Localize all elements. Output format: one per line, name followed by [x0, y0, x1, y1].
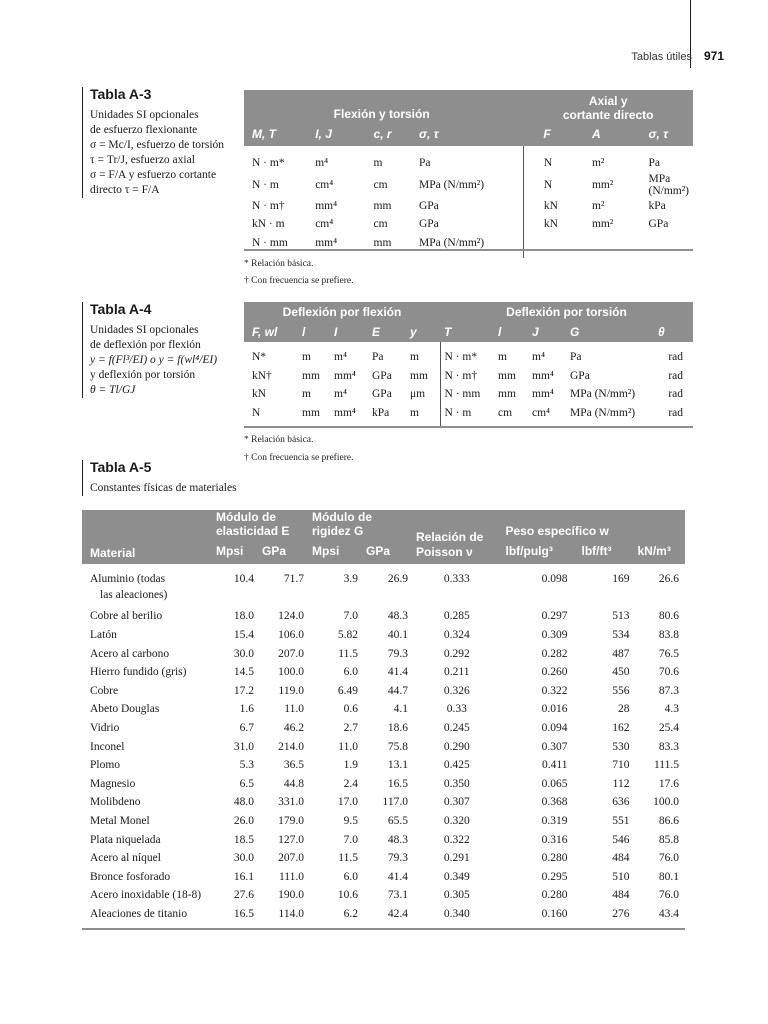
- table-cell: 0.307: [443, 796, 470, 809]
- a5-col-lbf-ft: lbf/ft³: [578, 538, 634, 564]
- table-cell: 11.0: [284, 703, 304, 716]
- table-row: [82, 830, 685, 849]
- table-cell: 48.3: [387, 833, 408, 846]
- table-cell: 46.2: [283, 722, 304, 735]
- table-row: [82, 737, 685, 756]
- table-a3: [244, 90, 693, 258]
- table-cell: 0.280: [541, 889, 568, 902]
- table-a4: [244, 302, 693, 428]
- table-row: [82, 682, 685, 701]
- a5-col-material: Material: [82, 510, 212, 564]
- material-name: Vidrio: [90, 722, 120, 735]
- table-cell: 26.0: [233, 815, 254, 828]
- table-cell: 17.6: [658, 777, 679, 790]
- table-cell: 16.5: [233, 907, 254, 920]
- table-row: [82, 775, 685, 794]
- material-name: Acero al carbono: [90, 647, 170, 660]
- table-cell: 0.333: [443, 573, 470, 586]
- table-cell: 112: [612, 777, 630, 790]
- table-cell: 0.309: [541, 629, 568, 642]
- table-cell: 484: [612, 889, 630, 902]
- table-a5-caption: [82, 460, 237, 496]
- a4-desc-3: y deflexión por torsión: [90, 369, 196, 381]
- table-cell: 80.6: [658, 610, 679, 623]
- material-name: Inconel: [90, 740, 125, 753]
- page-number: 971: [703, 49, 724, 63]
- table-cell: 9.5: [343, 815, 358, 828]
- table-cell: 30.0: [233, 647, 254, 660]
- table-cell: 0.6: [343, 703, 358, 716]
- table-a3-title: Tabla A-3: [90, 86, 152, 102]
- table-cell: 0.280: [541, 852, 568, 865]
- a5-body: [82, 570, 685, 923]
- table-row: N · m† mm⁴ mm GPa kN m² kPa: [244, 197, 693, 216]
- table-cell: 119.0: [278, 684, 304, 697]
- a3-col-sigma1: σ, τ: [415, 122, 523, 146]
- table-row: kN† mm mm⁴ GPa mm N · m† mm mm⁴ GPa rad: [244, 367, 693, 386]
- table-row: [82, 570, 685, 589]
- table-row: kN · m cm⁴ cm GPa kN mm² GPa: [244, 215, 693, 234]
- table-cell: 76.0: [658, 889, 679, 902]
- table-cell: 10.4: [233, 573, 254, 586]
- table-cell: 0.350: [443, 777, 470, 790]
- a3-col-cr: c, r: [370, 122, 415, 146]
- table-cell: 4.3: [664, 703, 679, 716]
- a5-group-poisson-1: Relación de: [416, 530, 484, 544]
- table-cell: 16.1: [233, 870, 254, 883]
- table-cell: 18.6: [387, 722, 408, 735]
- table-row: N mm mm⁴ kPa m N · m cm cm⁴ MPa (N/mm²) rad: [244, 404, 693, 423]
- table-cell: 636: [612, 796, 630, 809]
- table-cell: 83.8: [658, 629, 679, 642]
- table-row: [82, 626, 685, 645]
- a3-col-f: F: [523, 122, 588, 146]
- material-name: Abeto Douglas: [90, 703, 160, 716]
- a3-group-flexion: Flexión y torsión: [244, 90, 523, 122]
- running-head: [631, 49, 724, 63]
- table-cell: 2.7: [343, 722, 358, 735]
- table-cell: 6.2: [343, 907, 358, 920]
- table-cell: 0.291: [443, 852, 470, 865]
- table-cell: 0.098: [541, 573, 568, 586]
- a4-col-theta: θ: [654, 322, 693, 342]
- a5-bottom-rule: [82, 928, 685, 930]
- table-cell: 127.0: [278, 833, 304, 846]
- table-cell: 162: [612, 722, 630, 735]
- table-cell: 207.0: [278, 852, 304, 865]
- a5-group-e-2: elasticidad E: [216, 524, 290, 538]
- table-cell: 0.340: [443, 907, 470, 920]
- table-row: N · mm mm⁴ mm MPa (N/mm²): [244, 234, 693, 253]
- material-name: Metal Monel: [90, 815, 150, 828]
- a5-group-g-1: Módulo de: [312, 510, 372, 524]
- table-cell: 100.0: [653, 796, 679, 809]
- a4-col-e: E: [368, 322, 406, 342]
- table-row-continuation: [82, 589, 685, 608]
- table-cell: 0.260: [541, 666, 568, 679]
- table-cell: 0.411: [542, 759, 568, 772]
- table-cell: 13.1: [387, 759, 408, 772]
- table-cell: 450: [612, 666, 630, 679]
- table-row: [82, 719, 685, 738]
- table-cell: 534: [612, 629, 630, 642]
- a5-col-lbf-in: lbf/pulg³: [502, 538, 578, 564]
- table-row: [82, 812, 685, 831]
- a3-desc-4: σ = F/A y esfuerzo cortante: [90, 169, 217, 181]
- table-row: N · m* m⁴ m Pa N m² Pa: [244, 154, 693, 173]
- table-cell: 14.5: [233, 666, 254, 679]
- table-cell: 0.324: [443, 629, 470, 642]
- table-cell: 10.6: [337, 889, 358, 902]
- a4-col-t: T: [440, 322, 494, 342]
- table-cell: 1.9: [343, 759, 358, 772]
- a4-col-fwl: F, wl: [244, 322, 298, 342]
- a4-col-l1: l: [298, 322, 330, 342]
- material-name: Magnesio: [90, 777, 136, 790]
- table-cell: 79.3: [387, 647, 408, 660]
- table-cell: 0.316: [541, 833, 568, 846]
- a4-col-j: J: [528, 322, 566, 342]
- table-cell: 76.5: [658, 647, 679, 660]
- table-cell: 31.0: [233, 740, 254, 753]
- table-cell: 80.1: [658, 870, 679, 883]
- a4-col-y: y: [406, 322, 440, 342]
- a4-note-1: * Relación básica.: [244, 435, 314, 445]
- table-cell: 6.7: [239, 722, 254, 735]
- material-name: Latón: [90, 629, 117, 642]
- table-cell: 0.211: [444, 666, 470, 679]
- table-cell: 42.4: [387, 907, 408, 920]
- a4-desc-1: de deflexión por flexión: [90, 339, 201, 351]
- table-cell: 0.065: [541, 777, 568, 790]
- a3-desc-3: τ = Tr/J, esfuerzo axial: [90, 154, 195, 166]
- a3-col-a: A: [588, 122, 645, 146]
- table-cell: 15.4: [233, 629, 254, 642]
- table-cell: 87.3: [658, 684, 679, 697]
- material-name: Cobre al berilio: [90, 610, 163, 623]
- table-row: [82, 644, 685, 663]
- table-cell: 44.8: [283, 777, 304, 790]
- table-cell: 0.297: [541, 610, 568, 623]
- table-cell: 44.7: [387, 684, 408, 697]
- table-cell: 1.6: [239, 703, 254, 716]
- table-cell: 0.282: [541, 647, 568, 660]
- table-cell: 6.0: [343, 870, 358, 883]
- table-cell: 0.295: [541, 870, 568, 883]
- table-row: kN m m⁴ GPa μm N · mm mm mm⁴ MPa (N/mm²) rad: [244, 385, 693, 404]
- table-a4-caption: [82, 302, 217, 398]
- table-row: N* m m⁴ Pa m N · m* m m⁴ Pa rad: [244, 348, 693, 367]
- material-name-cont: las aleaciones): [100, 588, 168, 601]
- table-cell: 111.0: [278, 870, 304, 883]
- table-cell: 0.016: [541, 703, 568, 716]
- table-cell: 4.1: [393, 703, 408, 716]
- table-cell: 5.82: [337, 629, 358, 642]
- a4-group-torsion: Deflexión por torsión: [440, 302, 693, 322]
- a3-note-2: † Con frecuencia se prefiere.: [244, 276, 354, 286]
- a4-desc-2: y = f(Fl³/EI) o y = f(wl⁴/EI): [90, 354, 218, 366]
- table-row: N · m cm⁴ cm MPa (N/mm²) N mm² MPa (N/mm²): [252, 172, 689, 197]
- table-cell: 0.245: [443, 722, 470, 735]
- table-row: [82, 886, 685, 905]
- table-cell: 75.8: [387, 740, 408, 753]
- a3-group-axial: [523, 90, 693, 122]
- a4-desc-0: Unidades SI opcionales: [90, 324, 199, 336]
- table-cell: 11.5: [338, 852, 358, 865]
- table-cell: 0.322: [443, 833, 470, 846]
- table-row: [82, 700, 685, 719]
- table-cell: 17.2: [233, 684, 254, 697]
- a4-col-i: I: [330, 322, 368, 342]
- table-cell: 3.9: [343, 573, 358, 586]
- a3-group-axial-1: Axial y: [588, 94, 628, 108]
- table-cell: 85.8: [658, 833, 679, 846]
- a4-bottom-rule: [244, 426, 693, 428]
- a3-note-1: * Relación básica.: [244, 259, 314, 269]
- a4-desc-4: θ = Tl/GJ: [90, 384, 136, 396]
- table-cell: 6.0: [343, 666, 358, 679]
- running-head-label: Tablas útiles: [631, 51, 692, 63]
- table-cell: 484: [612, 852, 630, 865]
- a3-desc-5: directo τ = F/A: [90, 184, 160, 196]
- table-cell: 41.4: [387, 870, 408, 883]
- material-name: Plata niquelada: [90, 833, 161, 846]
- table-a5-title: Tabla A-5: [90, 459, 152, 475]
- table-cell: 0.305: [443, 889, 470, 902]
- material-name: Bronce fosforado: [90, 870, 171, 883]
- a5-col-kn: kN/m³: [634, 538, 686, 564]
- a4-note-2: † Con frecuencia se prefiere.: [244, 453, 354, 463]
- table-cell: 114.0: [278, 907, 304, 920]
- table-cell: 48.3: [387, 610, 408, 623]
- table-cell: 7.0: [343, 610, 358, 623]
- a4-col-g: G: [566, 322, 654, 342]
- table-cell: 43.4: [658, 907, 679, 920]
- table-cell: 40.1: [387, 629, 408, 642]
- table-cell: 36.5: [283, 759, 304, 772]
- table-cell: 11.0: [338, 740, 358, 753]
- table-cell: 0.319: [541, 815, 568, 828]
- table-cell: 124.0: [278, 610, 304, 623]
- table-cell: 0.326: [443, 684, 470, 697]
- table-cell: 26.6: [658, 573, 679, 586]
- table-row: [82, 663, 685, 682]
- table-cell: 6.5: [239, 777, 254, 790]
- table-cell: 546: [612, 833, 630, 846]
- material-name: Molibdeno: [90, 796, 141, 809]
- table-cell: 510: [612, 870, 630, 883]
- table-cell: 276: [612, 907, 630, 920]
- table-cell: 0.33: [446, 703, 467, 716]
- table-cell: 551: [612, 815, 630, 828]
- table-cell: 2.4: [343, 777, 358, 790]
- table-cell: 17.0: [337, 796, 358, 809]
- table-row: [82, 868, 685, 887]
- table-cell: 0.320: [443, 815, 470, 828]
- material-name: Hierro fundido (gris): [90, 666, 187, 679]
- table-cell: 25.4: [658, 722, 679, 735]
- a5-col-e-mpsi: Mpsi: [212, 538, 258, 564]
- a5-col-g-gpa: GPa: [362, 538, 412, 564]
- table-cell: 487: [612, 647, 630, 660]
- table-cell: 106.0: [278, 629, 304, 642]
- table-row: [82, 756, 685, 775]
- a3-col-sigma2: σ, τ: [645, 122, 694, 146]
- a5-col-e-gpa: GPa: [258, 538, 308, 564]
- table-cell: 169: [612, 573, 630, 586]
- table-row: [82, 905, 685, 924]
- table-cell: 6.49: [337, 684, 358, 697]
- table-cell: 0.349: [443, 870, 470, 883]
- table-cell: 0.160: [541, 907, 568, 920]
- table-cell: 71.7: [283, 573, 304, 586]
- table-cell: 7.0: [343, 833, 358, 846]
- a3-col-ij: I, J: [311, 122, 369, 146]
- table-cell: 11.5: [338, 647, 358, 660]
- table-cell: 117.0: [382, 796, 408, 809]
- table-row: [82, 607, 685, 626]
- table-cell: 710: [612, 759, 630, 772]
- table-cell: 41.4: [387, 666, 408, 679]
- a3-col-mt: M, T: [244, 122, 311, 146]
- table-cell: 16.5: [387, 777, 408, 790]
- material-name: Aluminio (todas: [90, 573, 166, 586]
- table-cell: 26.9: [387, 573, 408, 586]
- table-row: [82, 793, 685, 812]
- table-a5: [82, 510, 685, 923]
- table-cell: 65.5: [387, 815, 408, 828]
- a3-group-axial-2: cortante directo: [562, 108, 654, 122]
- a5-group-g: [308, 510, 412, 538]
- table-cell: 18.5: [233, 833, 254, 846]
- table-cell: 86.6: [658, 815, 679, 828]
- table-cell: 18.0: [233, 610, 254, 623]
- a5-group-poisson-2: Poisson ν: [416, 545, 473, 559]
- a4-group-flexion: Deflexión por flexión: [244, 302, 440, 322]
- a5-group-peso: Peso específico w: [502, 510, 686, 538]
- a5-col-g-mpsi: Mpsi: [308, 538, 362, 564]
- a5-desc: Constantes físicas de materiales: [90, 482, 237, 494]
- table-cell: 331.0: [278, 796, 304, 809]
- table-cell: 48.0: [233, 796, 254, 809]
- a5-group-e-1: Módulo de: [216, 510, 276, 524]
- table-cell: 28: [618, 703, 630, 716]
- table-cell: 0.290: [443, 740, 470, 753]
- table-cell: 207.0: [278, 647, 304, 660]
- table-cell: 214.0: [278, 740, 304, 753]
- a4-col-l2: l: [494, 322, 528, 342]
- table-cell: 513: [612, 610, 630, 623]
- table-cell: 0.285: [443, 610, 470, 623]
- a5-group-g-2: rigidez G: [312, 524, 364, 538]
- material-name: Plomo: [90, 759, 121, 772]
- table-a4-title: Tabla A-4: [90, 301, 152, 317]
- material-name: Acero al níquel: [90, 852, 161, 865]
- table-cell: 70.6: [658, 666, 679, 679]
- table-cell: 0.425: [443, 759, 470, 772]
- a3-desc-2: σ = Mc/I, esfuerzo de torsión: [90, 139, 225, 151]
- table-cell: 0.307: [541, 740, 568, 753]
- material-name: Acero inoxidable (18-8): [90, 889, 202, 902]
- table-cell: 5.3: [239, 759, 254, 772]
- table-cell: 27.6: [233, 889, 254, 902]
- table-cell: 111.5: [653, 759, 679, 772]
- table-row: [82, 849, 685, 868]
- table-cell: 76.0: [658, 852, 679, 865]
- a5-group-poisson: [412, 510, 502, 564]
- table-cell: 0.292: [443, 647, 470, 660]
- table-cell: 83.3: [658, 740, 679, 753]
- material-name: Aleaciones de titanio: [90, 907, 188, 920]
- a3-bottom-rule: [244, 249, 693, 251]
- table-cell: 73.1: [387, 889, 408, 902]
- table-cell: 0.322: [541, 684, 568, 697]
- table-cell: 530: [612, 740, 630, 753]
- a3-desc-0: Unidades SI opcionales: [90, 109, 199, 121]
- table-cell: 0.094: [541, 722, 568, 735]
- table-cell: 30.0: [233, 852, 254, 865]
- a3-desc-1: de esfuerzo flexionante: [90, 124, 198, 136]
- table-cell: 179.0: [278, 815, 304, 828]
- table-cell: 556: [612, 684, 630, 697]
- table-cell: 190.0: [278, 889, 304, 902]
- table-cell: 100.0: [278, 666, 304, 679]
- table-cell: 0.368: [541, 796, 568, 809]
- table-a3-caption: [82, 87, 224, 198]
- material-name: Cobre: [90, 684, 119, 697]
- table-cell: 79.3: [387, 852, 408, 865]
- a5-group-e: [212, 510, 308, 538]
